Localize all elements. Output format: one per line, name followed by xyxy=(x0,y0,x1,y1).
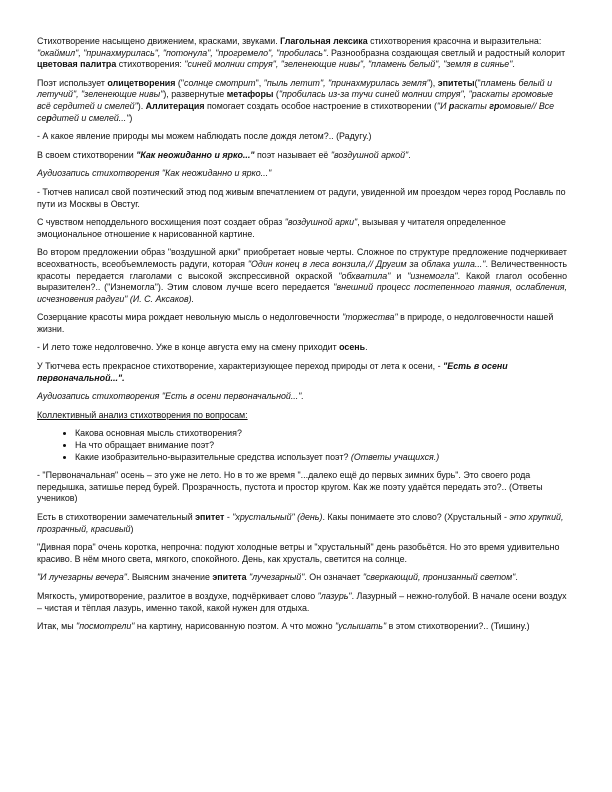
italic-text: дитей и смелей..." xyxy=(51,112,130,123)
text-run: Стихотворение насыщено движением, красками, звуками. xyxy=(37,36,281,46)
paragraph-intro xyxy=(37,36,567,71)
italic-text: "хрустальный" (день) xyxy=(232,512,323,522)
italic-text: Аудиозапись стихотворения "Как неожиданно и ярко..." xyxy=(37,168,272,179)
italic-text: "обхватила" xyxy=(338,270,391,281)
bold-text: эпитеты xyxy=(437,77,475,88)
bold-text: "Как неожиданно и ярко..." xyxy=(136,149,255,160)
bold-text: "Есть в осени первоначальной...". xyxy=(37,361,508,383)
analysis-question xyxy=(75,428,567,440)
paragraphs-after xyxy=(37,470,567,633)
text-run: Какие изобразительно-выразительные средства использует поэт? xyxy=(75,451,351,462)
text-run: ) xyxy=(129,112,133,123)
text-run: . Выясним значение xyxy=(126,572,213,583)
analysis-questions xyxy=(37,428,567,463)
text-run: поэт называет её xyxy=(254,149,331,160)
text-run: . Разнообразна создающая светлый и радостный колорит xyxy=(326,47,566,58)
text-run: "Дивная пора" очень коротка, непрочна: подуют холодные ветры и "хрустальный" день разобьётся. Но это время удивительно красиво. В нём много света, мягкого, спокойного. День, как хрусталь, светится на солнце. xyxy=(37,542,560,564)
paragraph-admiration xyxy=(37,217,567,240)
italic-text: "Один конец в леса вонзила,// Другим за облака ушла..." xyxy=(247,258,486,269)
paragraphs-before xyxy=(37,36,567,403)
document-body xyxy=(37,36,567,640)
italic-text: солнце смотрит xyxy=(184,77,256,88)
bold-text: эпитета xyxy=(212,572,247,583)
bold-text: р xyxy=(46,112,52,123)
text-run: ", xyxy=(255,77,264,88)
paragraph-question-rainbow xyxy=(37,131,567,143)
paragraph-second-sentence xyxy=(37,247,567,305)
text-run: стихотворения: xyxy=(116,59,185,70)
italic-text: "торжества" xyxy=(342,312,398,323)
text-run: - xyxy=(224,512,233,522)
text-run: ). xyxy=(137,100,146,111)
text-run: Во втором предложении образ "воздушной арки" приобретает новые черты. Сложное по структуре предложение подчеркивает всеохватность, всеобъемлемость радуги, которая xyxy=(37,247,567,269)
paragraph-summer xyxy=(37,342,567,354)
text-run: в этом стихотворении?.. (Тишину.) xyxy=(386,621,530,632)
paragraph-wonderful-time xyxy=(37,542,567,565)
italic-text: "воздушной аркой" xyxy=(330,149,409,160)
text-run: . xyxy=(365,342,368,353)
bold-text: олицетворения xyxy=(107,77,176,88)
bold-text: Глагольная лексика xyxy=(280,36,368,46)
italic-text: "услышать" xyxy=(335,621,387,632)
italic-text: "И xyxy=(436,100,449,111)
italic-text: "воздушной арки" xyxy=(284,217,358,228)
paragraph-azure xyxy=(37,591,567,614)
italic-text: аскаты xyxy=(454,100,490,111)
paragraph-autumn-poem xyxy=(37,361,567,384)
bold-text: гр xyxy=(489,100,500,111)
italic-text: "пробилась из-за тучи синей молнии струя", "раскаты громовые всё сердитей и смелей" xyxy=(37,89,553,111)
text-run: На что обращает внимание поэт? xyxy=(75,440,215,451)
bold-text: р xyxy=(448,100,455,111)
paragraph-audio-2 xyxy=(37,391,567,403)
text-run: Есть в стихотворении замечательный xyxy=(37,512,196,522)
text-run: . xyxy=(512,59,515,70)
text-run: на картину, нарисованную поэтом. А что можно xyxy=(134,621,336,632)
bold-text: цветовая палитра xyxy=(37,59,117,70)
analysis-section xyxy=(37,410,567,463)
paragraph-epithet-radiant xyxy=(37,572,567,584)
text-run: Какова основная мысль стихотворения? xyxy=(75,428,242,439)
italic-text: "окаймил", "принахмурилась", "потонула", "прогремело", "пробилась" xyxy=(37,47,327,58)
text-run: . Какой глагол особенно выразителен?.. ("Изнемогла"). Этим словом лучше всего передается xyxy=(37,270,568,293)
bold-text: осень xyxy=(339,342,366,353)
text-run: помогает создать особое настроение в стихотворении ( xyxy=(204,100,437,111)
text-run: Созерцание красоты мира рождает невольную мысль о недолговечности xyxy=(37,312,343,323)
analysis-question xyxy=(75,452,567,464)
text-run: С чувством неподдельного восхищения поэт создает образ xyxy=(37,217,285,228)
italic-text: "И лучезарны вечера" xyxy=(37,572,127,583)
text-run: Поэт использует xyxy=(37,77,108,88)
text-run: и xyxy=(390,270,408,281)
text-run: . Какы понимаете это слово? (Хрустальный - xyxy=(322,512,510,522)
bold-text: метафоры xyxy=(226,89,274,100)
text-run: ), развернутые xyxy=(163,89,227,100)
text-run: . Он означает xyxy=(304,572,363,583)
text-run: в природе, о недолговечности нашей жизни. xyxy=(37,312,554,334)
text-run: Мягкость, умиротворение, разлитое в воздухе, подчёркивает слово xyxy=(37,590,318,601)
italic-text: "посмотрели" xyxy=(76,621,135,632)
paragraph-rainbow-poem xyxy=(37,150,567,162)
italic-text: "лазурь" xyxy=(317,590,352,601)
text-run: ), xyxy=(429,77,438,88)
text-run: . Величественность красоты передается глаголами с высокой экспрессивной окраской xyxy=(37,258,568,281)
text-run: . xyxy=(408,149,411,160)
text-run: Итак, мы xyxy=(37,621,77,632)
text-run: стихотворения красочна и выразительна: xyxy=(367,36,542,46)
italic-text: "синей молнии струя", "зеленеющие нивы", "пламень белый", "земля в сиянье" xyxy=(184,59,513,70)
paragraph-first-autumn xyxy=(37,470,567,505)
bold-text: эпитет xyxy=(195,512,225,522)
text-run: ) xyxy=(130,523,134,534)
paragraph-devices xyxy=(37,78,567,124)
analysis-question xyxy=(75,440,567,452)
paragraph-epithet-crystal xyxy=(37,512,567,535)
italic-text: "изнемогла" xyxy=(407,270,458,281)
text-run: - "Первоначальная" осень – это уже не лето. Но в то же время "...далеко ещё до первых зимних бурь". Это своего рода передышка, затишье перед бурей. Прозрачность, пустота и простор кругом. Как же поэту удаётся передать это?.. (Ответы учеников) xyxy=(37,470,543,504)
text-run: , вызывая у читателя определенное эмоциональное отношение к нарисованной картине. xyxy=(37,217,506,239)
text-run: . xyxy=(515,572,518,583)
italic-text: (Ответы учащихся.) xyxy=(350,451,440,462)
italic-text: пламень белый и летучий", "зеленеющие нивы" xyxy=(37,77,553,100)
text-run: - Тютчев написал свой поэтический этюд под живым впечатлением от радуги, увиденной им проездом через город Рославль по пути из Москвы в Овстуг. xyxy=(37,186,566,209)
paragraph-audio-1 xyxy=(37,168,567,180)
italic-text: омовые// Все се xyxy=(37,100,555,123)
analysis-heading: Коллективный анализ стихотворения по вопросам: xyxy=(37,409,248,420)
paragraph-conclusion xyxy=(37,621,567,633)
text-run: В своем стихотворении xyxy=(37,149,137,160)
text-run: (" xyxy=(474,77,481,88)
text-run: (" xyxy=(175,77,185,88)
italic-text: Аудиозапись стихотворения "Есть в осени первоначальной...". xyxy=(37,391,304,402)
italic-text: "сверкающий, пронизанный светом" xyxy=(362,572,516,583)
italic-text: "внешний процесс постепенного таяния, ослабления, исчезновения радуги" (И. С. Аксаков). xyxy=(37,282,567,304)
bold-text: Аллитерация xyxy=(145,100,205,111)
text-run: ( xyxy=(273,89,279,100)
italic-text: "пыль летит", "принахмурилась земля" xyxy=(263,77,430,88)
italic-text: "лучезарный" xyxy=(249,572,305,583)
text-run: У Тютчева есть прекрасное стихотворение, характеризующее переход природы от лета к осени, - xyxy=(37,361,444,372)
paragraph-tyutchev-sketch xyxy=(37,187,567,210)
text-run: . Лазурный – нежно-голубой. В начале осени воздух – чистая и тёплая лазурь, именно такой, какой нужен для отдыха. xyxy=(37,590,567,613)
paragraph-beauty xyxy=(37,312,567,335)
italic-text: это хрупкий, прозрачный, красивый xyxy=(37,512,564,534)
text-run: - И лето тоже недолговечно. Уже в конце августа ему на смену приходит xyxy=(37,342,340,353)
text-run: - А какое явление природы мы можем наблюдать после дождя летом?.. (Радугу.) xyxy=(37,131,372,142)
